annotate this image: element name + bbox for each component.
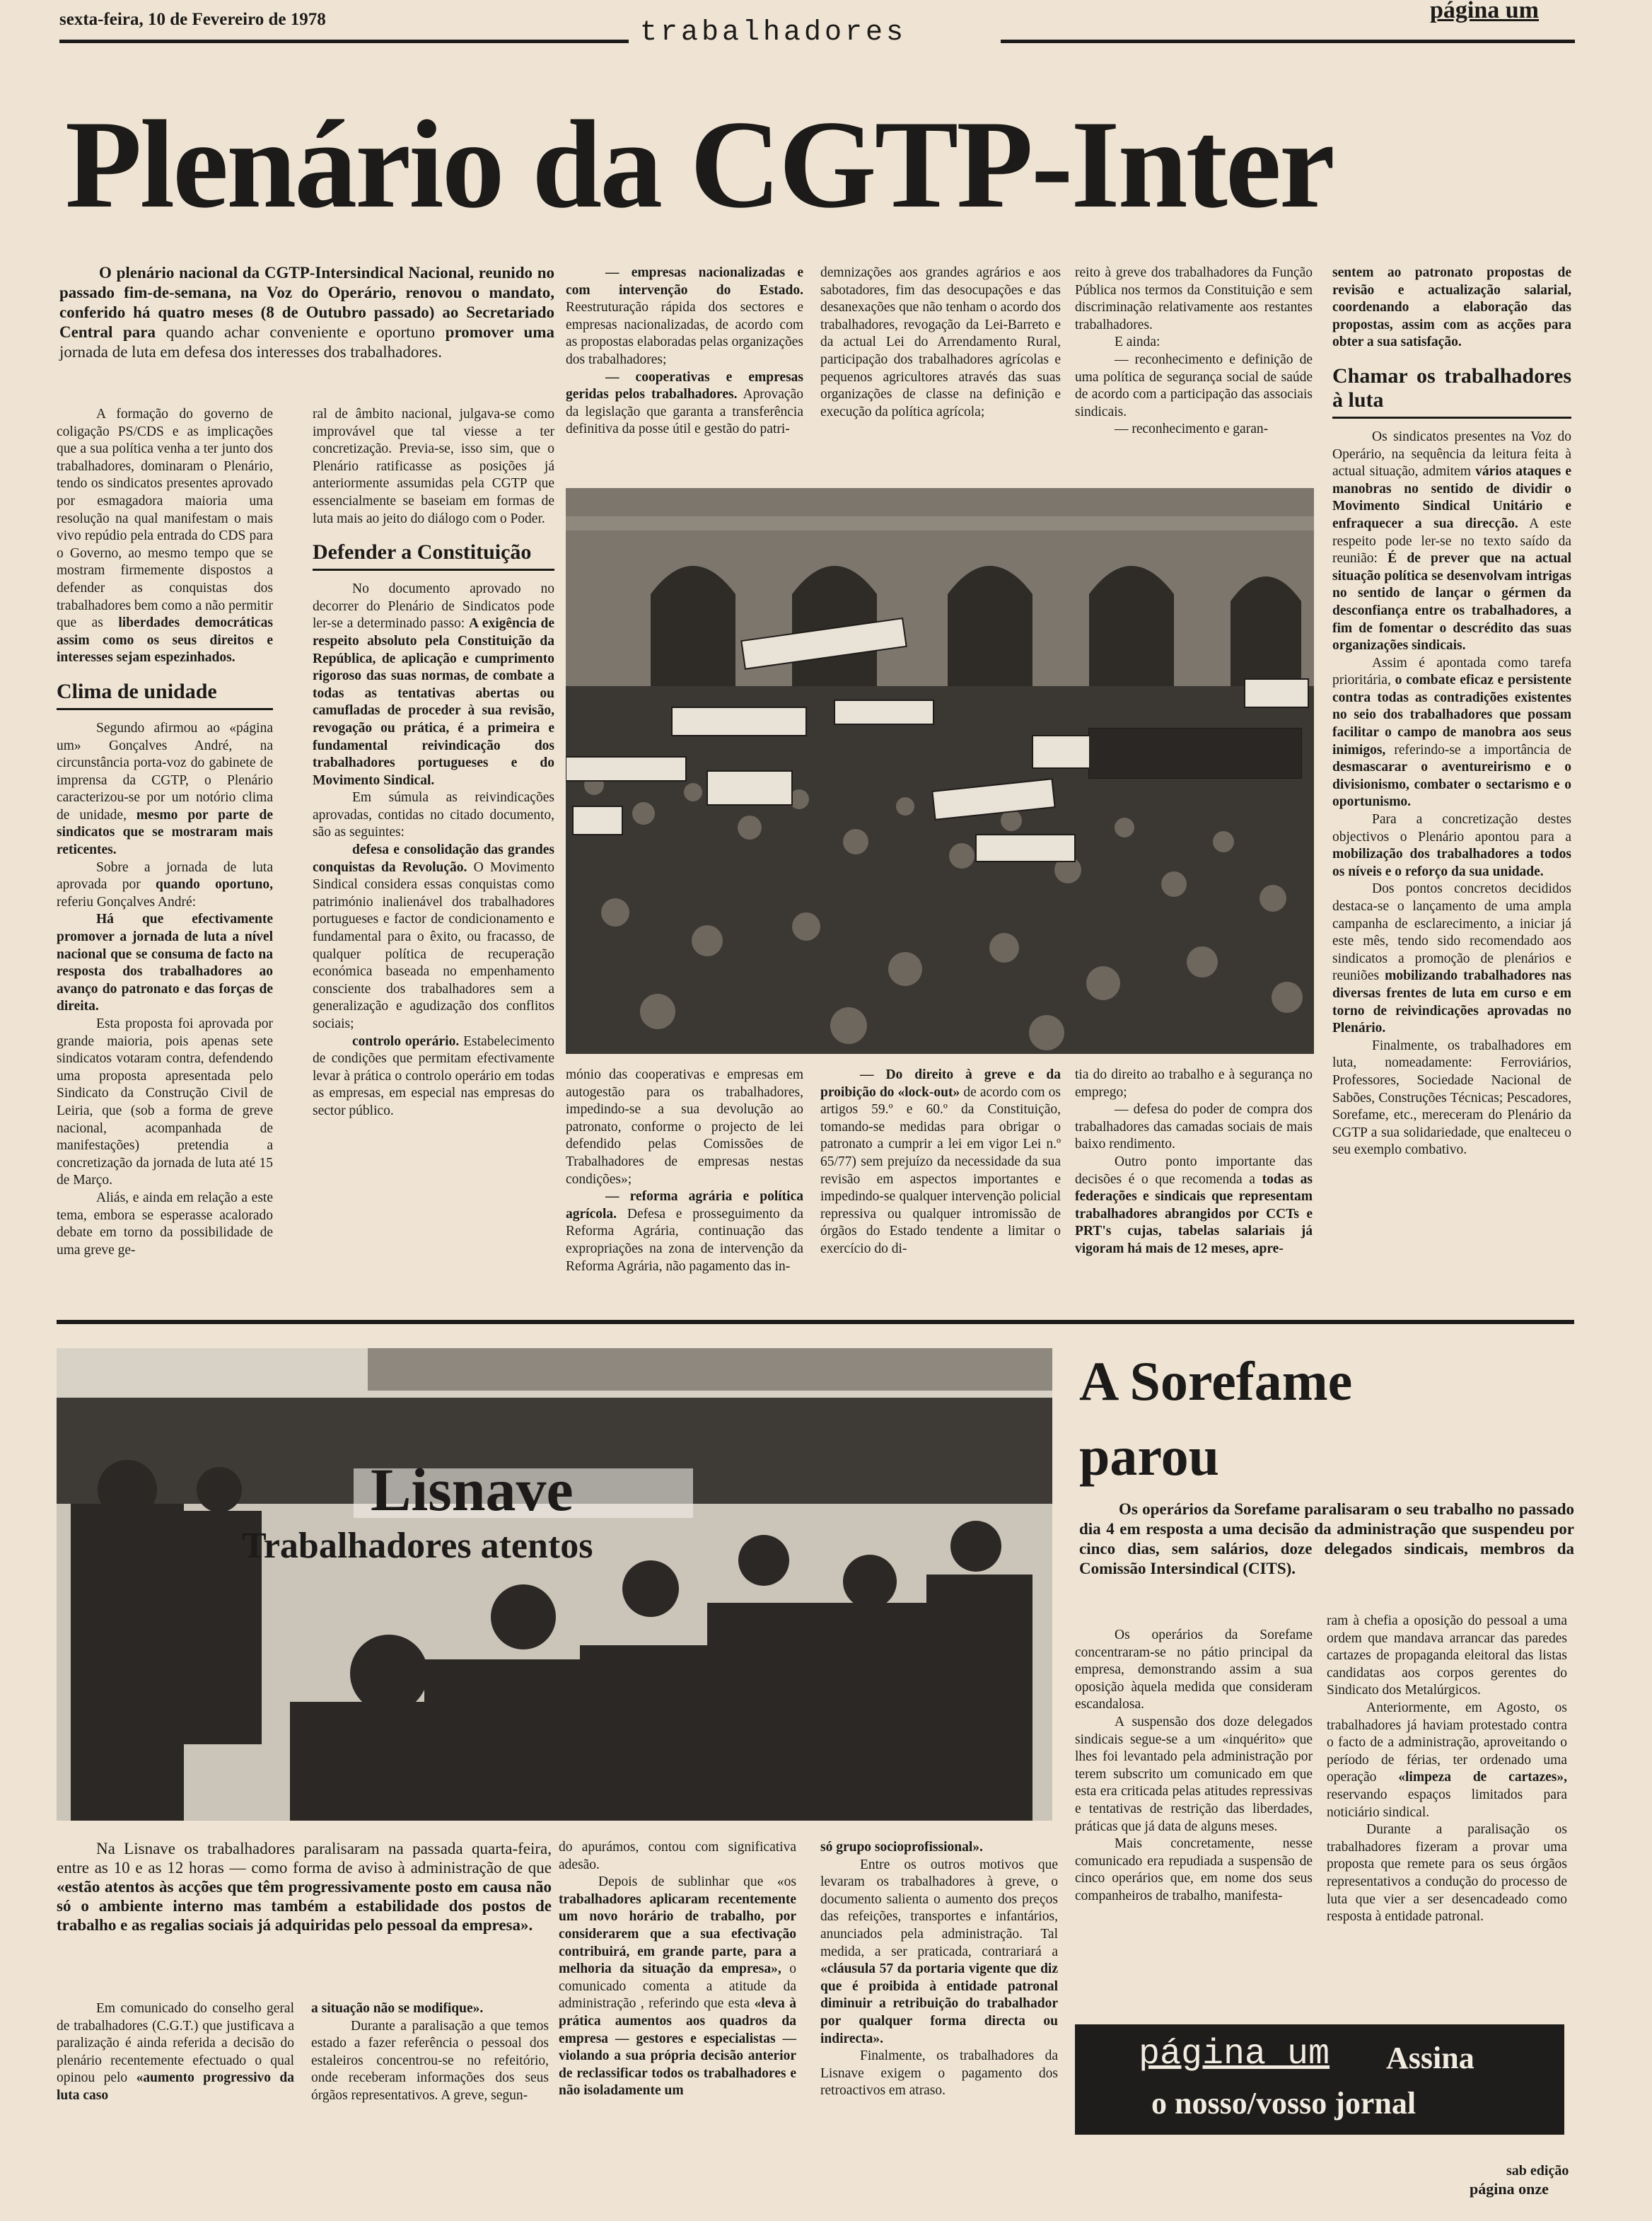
article-column-6: sentem ao patronato propostas de revisão e actualização salarial, coordenando a elaboração das propostas, assim com as acções para obter a sua satisfação. Chamar os trabalhadores à luta Os sindicatos presentes na Voz do Operário, na sequência da leitura feita à actual situação, admitem vários ataques e manobras no sentido de dividir o Movimento Sindical Unitário e enfraquecer a sua direcção. A este respeito pode ler-se no texto saído da reunião: É de prever que na actual situação política se desenvolvam intrigas no sentido de lançar o gérmen da desconfiança entre os trabalhadores, a fim de fomentar o descrédito das suas organizações sindicais. Assim é apontada como tarefa prioritária, o combate eficaz e persistente contra todas as contradições existentes no seio dos trabalhadores que possam facilitar o campo de manobra aos seus inimigos, referindo-se a importância de desmascarar o aventureirismo e o divisionismo, combater o sectarismo e o oportunismo. Para a concretização destes objectivos o Plenário apontou para a mobilização dos trabalhadores a todos os níveis e o reforço da sua unidade. Dos pontos concretos decididos destaca-se o lançamento de uma ampla campanha de esclarecimento, a iniciar já este mês, tendo sido recomendado aos sindicatos a promoção de plenários e reuniões mobilizando trabalhadores nas diversas frentes de luta em curso e em torno de reivindicações aprovadas no Plenário. Finalmente, os trabalhadores em luta, nomeadamente: Ferroviários, Professores, Sociedade Nacional de Sabões, Construções Técnicas; Pescadores, Sorefame, etc., mereceram do Plenário da CGTP a sua solidariedade, que enalteceu o seu exemplo combativo. <box>1332 265 1572 1158</box>
footer-edition: sab edição <box>1506 2163 1569 2179</box>
sorefame-lead: Os operários da Sorefame paralisaram o seu trabalho no passado dia 4 em resposta a uma decisão da administração que suspendeu por cinco dias, sem salários, doze delegados sindicais, membros da Comissão Intersindical (CITS). <box>1079 1500 1574 1577</box>
promo-brand: página um <box>1139 2034 1330 2075</box>
article-column-3-bottom: mónio das cooperativas e empresas em autogestão para os trabalhadores, impedindo-se a sua devolução ao patronato, conforme o projecto de lei defendido pelas Comissões de Trabalhadores de empresas nestas condições»; — reforma agrária e política agrícola. Defesa e prosseguimento da Reforma Agrária, continuação das expropriações na zona de intervenção da Reforma Agrária, não pagamento das in- <box>566 1067 803 1274</box>
main-headline: Plenário da CGTP-Inter <box>65 94 1333 234</box>
subhead-chamar: Chamar os trabalhadores à luta <box>1332 364 1571 419</box>
article-column-2: ral de âmbito nacional, julgava-se como improvável que tal viesse a ter concretização. Previa-se, isso sim, que o Plenário ratificasse as posições já anteriormente assumidas pela CGTP que essencialmente se baseiam em formas de luta mais ao jeito do diálogo com o Poder. Defender a Constituição No documento aprovado no decorrer do Plenário de Sindicatos pode ler-se a determinado passo: A exigência de respeito absoluto pela Constituição da República, de aplicação e cumprimento rigoroso das suas normas, de combate a todas as tentativas abertas ou camufladas de proceder à sua revisão, revogação ou prática, é a primeira e fundamental reivindicação dos trabalhadores portugueses e do Movimento Sindical. Em súmula as reivindicações aprovadas, contidas no citado documento, são as seguintes: defesa e consolidação das grandes conquistas da Revolução. O Movimento Sindical considera essas conquistas como património inalienável dos trabalhadores portugueses e factor de condicionamento e fundamental para o êxito, ou fracasso, de qualquer política de recuperação económica baseada no empenhamento consciente dos trabalhadores sem a generalização e agudização dos conflitos sociais; controlo operário. Estabelecimento de condições que permitam efectivamente levar à prática o controlo operário em todas as empresas, em especial nas empresas do sector público. <box>313 407 555 1118</box>
publication-name: página um <box>1430 0 1539 23</box>
article-column-5-top: reito à greve dos trabalhadores da Função Pública nos termos da Constituição e sem discriminação relativamente aos restantes trabalhadores. E ainda: — reconhecimento e definição de uma política de segurança social de saúde de acordo com a participação das associais sindicais. — reconhecimento e garan- <box>1075 265 1313 437</box>
masthead-rule-left <box>59 40 629 43</box>
lead-paragraph: O plenário nacional da CGTP-Intersindical Nacional, reunido no passado fim-de-semana, na Voz do Operário, renovou o mandato, conferido há quatro meses (8 de Outubro passado) ao Secretariado Central para quando achar conveniente e oportuno promover uma jornada de luta em defesa dos interesses dos trabalhadores. <box>59 264 554 361</box>
article-column-1: A formação do governo de coligação PS/CDS e as implicações que a sua política venha a ter junto dos trabalhadores, dominaram o Plenário, tendo os sindicatos presentes aprovado por esmagadora maioria uma resolução na qual manifestam o mais vivo repúdio pela entrada do CDS para o Governo, ao mesmo tempo que se mostram firmemente dispostos a defender as conquistas dos trabalhadores bem como a não permitir que as liberdades democráticas assim como os seus direitos e interesses sejam espezinhados. Clima de unidade Segundo afirmou ao «página um» Gonçalves André, na circunstância porta-voz do gabinete de imprensa da CGTP, o Plenário caracterizou-se por um notório clima de unidade, mesmo por parte de sindicatos que se mostraram mais reticentes. Sobre a jornada de luta aprovada por quando oportuno, referiu Gonçalves André: Há que efectivamente promover a jornada de luta a nível nacional que se consuma de facto na resposta dos trabalhadores ao avanço do patronato e das forças de direita. Esta proposta foi aprovada por grande maioria, pois apenas sete sindicatos votaram contra, defendendo uma proposta apresentada pelo Sindicato da Construção Civil de Leiria, que (sob a forma de greve nacional, acompanhada de manifestações) pretendia a concretização da jornada de luta até 15 de Março. Aliás, e ainda em relação a este tema, embora se esperasse acalorado debate em torno da possibilidade de uma greve ge- <box>57 407 274 1258</box>
promo-line-2: o nosso/vosso jornal <box>1151 2086 1417 2121</box>
demonstration-illustration <box>566 488 1314 1054</box>
lisnave-column-1: Em comunicado do conselho geral de trabalhadores (C.G.T.) que justificava a paralização é ainda referida a decisão do plenário recentemente efectuado o qual opinou pelo «aumento progressivo da luta caso <box>57 2001 294 2103</box>
issue-date: sexta-feira, 10 de Fevereiro de 1978 <box>59 10 326 29</box>
sorefame-column-2: ram à chefia a oposição do pessoal a uma ordem que mandava arrancar das paredes cartazes de propaganda eleitoral das listas candidatas aos corpos gerentes do Sindicato dos Metalúrgicos. Anteriormente, em Agosto, os trabalhadores já haviam protestado contra o facto de a administração, aproveitando o período de férias, ter ordenado uma operação «limpeza de cartazes», reservando espaços limitados para noticiário sindical. Durante a paralisação os trabalhadores fizeram a provar uma proposta que remete para os seus órgãos representativos a condução do processo de luta que vier a ser desencadeado como resposta à entidade patronal. <box>1327 1613 1568 1925</box>
masthead-rule-right <box>1001 40 1575 43</box>
lisnave-illustration <box>57 1348 1052 1821</box>
article-column-4-top: demnizações aos grandes agrários e aos sabotadores, fim das desocupações e das desanexações que não tenham o acordo dos trabalhadores, revogação da Lei-Barreto e da actual Lei do Arrendamento Rural, participação dos trabalhadores agrícolas e pequenos agricultores através das suas organizações de classe na definição e execução da política agrícola; <box>820 265 1061 419</box>
lisnave-photo <box>57 1348 1052 1821</box>
section-name: trabalhadores <box>640 17 907 49</box>
section-divider <box>57 1320 1574 1324</box>
footer-page: página onze <box>1470 2180 1549 2198</box>
subhead-constituicao: Defender a Constituição <box>313 540 554 571</box>
lisnave-lead: Na Lisnave os trabalhadores paralisaram na passada quarta-feira, entre as 10 e as 12 horas — como forma de aviso à administração de que «estão atentos às acções que têm progressivamente posto em causa não só o ambiente interno mas também a estabilidade dos postos de trabalho e as regalias sociais já adquiridas pelo pessoal da empresa». <box>57 1840 552 1934</box>
article-column-5-bottom: tia do direito ao trabalho e à segurança no emprego; — defesa do poder de compra dos trabalhadores das camadas sociais de mais baixo rendimento. Outro ponto importante das decisões é o que recomenda a todas as federações e sindicais que representam trabalhadores abrangidos por CCTs e PRT's cujas, tabelas salariais já vigoram há mais de 12 meses, apre- <box>1075 1067 1313 1256</box>
lisnave-column-2: a situação não se modifique». Durante a paralisação a que temos estado a fazer referência o pessoal dos estaleiros concentrou-se no refeitório, onde receberam informações dos seus órgãos representativos. A greve, segun- <box>311 2001 549 2103</box>
lisnave-column-4: só grupo socioprofissional». Entre os outros motivos que levaram os trabalhadores à greve, o documento salienta o aumento dos preços das refeições, transportes e infantários, anunciados pela administração. Tal medida, a ser praticada, contrariará a «cláusula 57 da portaria vigente que diz que é proibida à entidade patronal diminuir a retribuição do trabalhador por qualquer forma directa ou indirecta». Finalmente, os trabalhadores da Lisnave exigem o pagamento dos retroactivos em atraso. <box>820 1840 1058 2099</box>
sorefame-column-1: Os operários da Sorefame concentraram-se no pátio principal da empresa, demonstrando assim a sua oposição àquela medida que consideram escandalosa. A suspensão dos doze delegados sindicais segue-se a um «inquérito» que lhes foi levantado pela administração por terem subscrito um comunicado em que esta era criticada pelas atitudes repressivas e tentativas de restrição das liberdades, práticas que já data de alguns meses. Mais concretamente, nesse comunicado era repudiada a suspensão de cinco operários que, em nome dos seus companheiros de trabalho, manifesta- <box>1075 1628 1313 1903</box>
lisnave-title: Lisnave <box>371 1456 574 1524</box>
lisnave-column-3: do apurámos, contou com significativa adesão. Depois de sublinhar que «os trabalhadores aplicaram recentemente um novo horário de trabalho, por considerarem que a sua efectivação contribuirá, em grande parte, para a melhoria da situação da empresa», o comunicado comenta a atitude da administração , referindo que esta «leva à prática aumentos aos quadros da empresa — gestores e especialistas — violando a sua própria decisão anterior de reclassificar todos os trabalhadores e não isoladamente um <box>559 1840 797 2099</box>
subscription-promo[interactable] <box>1075 2024 1564 2135</box>
article-column-3-top: — empresas nacionalizadas e com intervenção do Estado. Reestruturação rápida dos sectores e empresas nacionalizadas, de acordo com as propostas elaboradas pelas organizações dos trabalhadores; — cooperativas e empresas geridas pelos trabalhadores. Aprovação da legislação que garanta a transferência definitiva da posse útil e gestão do patri- <box>566 265 803 437</box>
article-column-4-bottom: — Do direito à greve e da proibição do «lock-out» de acordo com os artigos 59.º e 60.º da Constituição, tomando-se medidas para obrigar o patronato a cumprir a lei em vigor Lei n.º 65/77) sem prejuízo da necessidade da sua revisão em aspectos importantes e impedindo-se qualquer intervenção policial repressiva ou qualquer intromissão de órgãos do Estado tendente a limitar o exercício do di- <box>820 1067 1061 1256</box>
demonstration-photo <box>566 488 1314 1054</box>
promo-line-1: Assina <box>1386 2041 1474 2075</box>
sorefame-title: A Sorefame parou <box>1079 1350 1353 1487</box>
lisnave-subtitle: Trabalhadores atentos <box>242 1526 593 1566</box>
subhead-clima: Clima de unidade <box>57 680 273 710</box>
